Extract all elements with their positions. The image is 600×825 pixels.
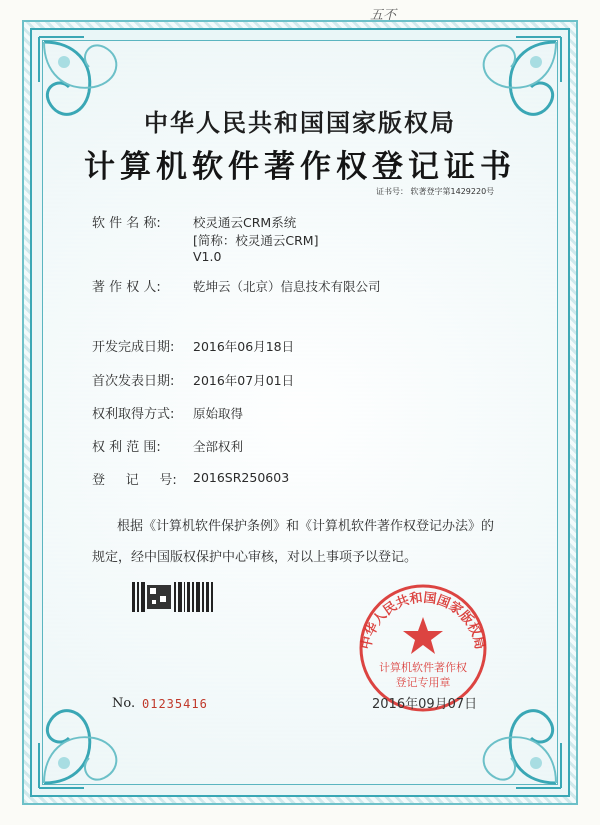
barcode-icon [132, 582, 214, 612]
acquisition-method-label: 权利取得方式: [92, 407, 175, 422]
software-version: V1.0 [193, 249, 222, 264]
legal-basis-line1: 根据《计算机软件保护条例》和《计算机软件著作权登记办法》的 [117, 519, 495, 534]
certificate-number: 证书号： 软著登字第1429220号 [376, 187, 495, 196]
issuer-title: 中华人民共和国国家版权局 [144, 109, 456, 137]
registration-number-value: 2016SR250603 [193, 470, 290, 485]
certificate-title: 计算机软件著作权登记证书 [84, 149, 516, 185]
rights-scope-value: 全部权利 [193, 439, 244, 454]
copyright-owner-value: 乾坤云（北京）信息技术有限公司 [193, 279, 381, 294]
software-name-label: 软 件 名 称: [92, 216, 161, 231]
rights-scope-label: 权 利 范 围: [92, 440, 161, 455]
handwritten-mark: 五不 [370, 8, 397, 23]
serial-label: No. [112, 696, 136, 711]
completion-date-value: 2016年06月18日 [193, 339, 295, 354]
registration-number-label: 登 记 号: [92, 473, 177, 488]
seal-arc-text: 中华人民共和国国家版权局 [359, 590, 487, 651]
acquisition-method-value: 原始取得 [193, 406, 244, 421]
publish-date-value: 2016年07月01日 [193, 373, 295, 388]
seal-center-line2: 登记专用章 [395, 676, 451, 689]
issue-date: 2016年09月07日 [372, 697, 478, 712]
publish-date-label: 首次发表日期: [92, 374, 175, 389]
software-short-name: [简称：校灵通云CRM] [193, 233, 319, 248]
software-name-value: 校灵通云CRM系统 [193, 215, 297, 230]
seal-center-line1: 计算机软件著作权 [379, 661, 467, 674]
completion-date-label: 开发完成日期: [92, 340, 175, 355]
official-seal [348, 573, 498, 713]
legal-basis-line2: 规定，经中国版权保护中心审核，对以上事项予以登记。 [92, 550, 418, 565]
seal-star-icon [403, 617, 443, 654]
serial-number: 01235416 [142, 697, 208, 711]
copyright-owner-label: 著 作 权 人: [92, 280, 161, 295]
